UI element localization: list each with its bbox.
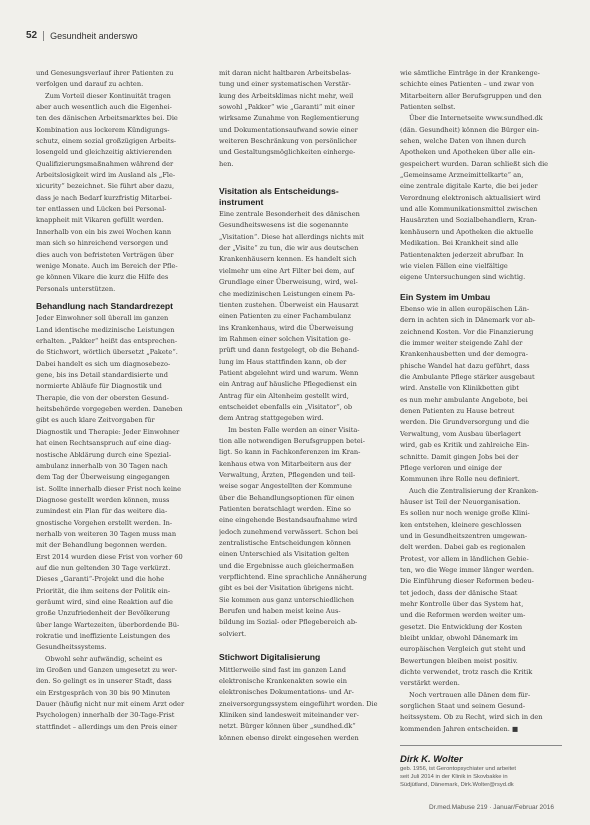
text-line: dern in achten sich in Dänemark vor ab- <box>400 316 535 325</box>
text-line: elektronisches Dokumentations- und Ar- <box>219 688 354 697</box>
text-line: Dabei handelt es sich um diagnosebezo- <box>36 359 171 368</box>
page-header <box>26 30 138 41</box>
text-line: Noch vertrauen alle Dänen dem für- <box>409 690 531 699</box>
text-line: rokratie und ineffiziente Leistungen des <box>36 632 171 640</box>
text-line: und alle Kommunikationsmittel zwischen <box>400 205 538 214</box>
text-line: ist. Sollte innerhalb dieser Frist noch keine <box>36 484 182 493</box>
text-line: bleibt unklar, obwohl Dänemark im <box>400 634 518 642</box>
text-line: ken entstehen, kleinere geschlossen <box>400 520 522 529</box>
text-line: „Gemeinsame Arzneimittelkarte“ an, <box>400 171 524 180</box>
text-line: Mitarbeitern aller Berufsgruppen und den <box>400 91 542 100</box>
text-line: Patientenakten jederzeit abrufbar. In <box>400 250 524 259</box>
heading-system-umbau: Ein System im Umbau <box>400 291 491 302</box>
text-line: über die Behandlungsoptionen für einen <box>219 493 355 502</box>
text-line: Auch die Zentralisierung der Kranken- <box>409 486 539 495</box>
text-line: einen Patienten zu einer Fachambulanz <box>219 312 352 321</box>
text-line: ge können Vikare die kurz die Hilfe des <box>36 273 169 282</box>
text-line: xicurity“ bezeichnet. Sie führt aber dazu, <box>36 182 175 191</box>
text-line: wie vielen Fällen eine vielfältige <box>400 261 508 270</box>
text-line: zumindest ein Plan für das weitere dia- <box>36 507 168 516</box>
text-line: schutz, einem sozial großzügigen Arbeits- <box>36 137 177 146</box>
text-line: Personals unterstützen. <box>36 284 116 293</box>
text-line: gibt es auch klare Zeitvorgaben für <box>36 416 155 425</box>
text-line: eine eingehende Bestandsaufnahme wird <box>219 516 358 525</box>
text-line: Patient abgelehnt wird und warum. Wenn <box>219 368 359 377</box>
text-line: nostische Abklärung durch eine Spezial- <box>36 450 172 459</box>
text-line: den. So gelingt es in unserer Stadt, dass <box>36 677 172 686</box>
section-title: Gesundheit anderswo <box>50 30 138 41</box>
col3-paragraph-5 <box>400 690 562 735</box>
text-line: dichte verwendet, trotz rasch die Kritik <box>400 668 533 677</box>
text-line: prüft und dann festgelegt, ob die Behand- <box>219 346 360 355</box>
text-line: Patienten beratschlagt werden. Eine so <box>219 505 351 514</box>
text-line: Verwaltung, vom Ausbau überlagert <box>400 429 521 438</box>
text-line: verfolgen und darauf zu achten. <box>36 80 144 89</box>
text-line: Es sollen nur noch wenige große Klini- <box>400 509 530 518</box>
text-line: Krankenhäusern kennen. Es handelt sich <box>219 255 357 264</box>
text-line: ten, wo die Wege immer länger werden. <box>400 565 534 574</box>
text-line: Diagnose gestellt werden können, muss <box>36 495 170 504</box>
text-line: geräumt wird, sind eine Reaktion auf die <box>36 597 173 606</box>
author-bio <box>400 765 562 789</box>
text-line: kenhaus etwa von Mitarbeitern aus der <box>219 459 352 468</box>
text-line: Verordnung elektronisch aktualisiert wird <box>400 193 541 202</box>
text-line: Erst 2014 wurden diese Frist von vorher 60 <box>36 552 183 561</box>
text-line: Dauer (häufig nicht nur mit einem Arzt oder <box>36 700 185 709</box>
text-line: kung des Arbeitsklimas nicht mehr, weil <box>219 91 354 100</box>
text-line: Patienten selbst. <box>400 103 456 112</box>
text-line: Verwaltung, Ärzten, Pflegenden und teil- <box>219 471 356 479</box>
text-line: zentralistische Entscheidungen können <box>219 539 351 548</box>
text-line: Im besten Falle werden an einer Visita- <box>228 425 360 434</box>
text-line: normierte Abläufe für Diagnostik und <box>36 382 162 391</box>
text-line: können ebenso direkt eingesehen werden <box>219 733 359 742</box>
text-line: Berufen und haben meist keine Aus- <box>219 607 341 616</box>
text-line: Priorität, die ihm seitens der Politik ein- <box>36 586 171 595</box>
author-bio-line: Südjütland, Dänemark, Dirk.Wolter@rsyd.dk <box>400 782 514 789</box>
text-line: vielmehr um eine Art Filter bei dem, auf <box>219 266 355 275</box>
text-line: dem Tag der Überweisung eingegangen <box>36 473 170 482</box>
text-line: aber auch wesentlich auch die Eigenhei- <box>36 103 172 112</box>
col1-paragraph-1 <box>36 68 198 91</box>
col2-paragraph-1 <box>219 68 381 170</box>
author-bio-line: seit Juli 2014 in der Klinik in Skovbakke in <box>400 774 508 781</box>
text-line: hen. <box>219 159 234 168</box>
text-line: weise sogar Angestellten der Kommune <box>219 482 352 491</box>
col3-paragraph-3 <box>400 304 562 486</box>
text-line: dass je nach Bedarf kurzfristig Mitarbei- <box>36 193 172 202</box>
text-line: mehr Kontrolle über das System hat, <box>400 599 524 608</box>
text-line: und die Ergebnisse auch gleichermaßen <box>219 561 354 570</box>
text-line: Protest, vor allem in ländlichen Gebie- <box>400 554 529 563</box>
text-line: Kommunen ihre Rolle neu definiert. <box>400 475 520 484</box>
text-line: europäischen Vergleich gut steht und <box>400 645 526 654</box>
text-line: Therapie, die von der obersten Gesund- <box>36 393 169 402</box>
heading-visitation-line-1: Visitation als Entscheidungs- <box>219 186 339 197</box>
text-line: denen Patienten zu Hause betreut <box>400 407 515 416</box>
col1-paragraph-2 <box>36 91 198 295</box>
text-line: gibt es bei der Visitation übrigens nicht. <box>219 584 354 593</box>
text-line: werden. Die Grundversorgung und die <box>400 418 530 427</box>
text-line: weiteren Beschränkung von persönlicher <box>219 137 357 146</box>
header-divider <box>43 31 44 41</box>
text-line: verstärkt werden. <box>400 679 460 688</box>
heading-visitation <box>219 186 381 207</box>
text-line: jedoch zunehmend verwässert. Schon bei <box>219 527 359 536</box>
text-line: ein Antrag auf häusliche Pflegedienst ein <box>219 380 357 389</box>
text-line: wird. Anstelle von Klinikbetten gibt <box>400 384 519 393</box>
page-number: 52 <box>26 30 38 41</box>
author-divider <box>400 745 562 746</box>
text-line: Sie kommen aus ganz unterschiedlichen <box>219 595 355 604</box>
text-line: wenige Monate. Auch im Bereich der Pfle- <box>36 261 178 270</box>
text-line: che medizinischen Leistungen einem Pa- <box>219 289 356 298</box>
text-line: hat einen Rechtsanspruch auf eine diag- <box>36 439 172 448</box>
text-line: elektronische Krankenakten sowie ein <box>219 677 347 685</box>
text-line: Innerhalb von ein bis zwei Wochen kann <box>36 227 172 236</box>
text-line: sowohl „Pakker“ wie „Garanti“ mit einer <box>219 103 355 112</box>
text-line: phische Wandel hat dazu geführt, dass <box>400 361 530 370</box>
text-line: nerhalb von weiteren 30 Tagen muss man <box>36 529 177 538</box>
text-line: ins Krankenhaus, wird die Überweisung <box>219 323 354 332</box>
text-line: Qualifizierungsmaßnahmen während der <box>36 159 174 168</box>
text-line: (dän. Gesundheit) können die Bürger ein- <box>400 125 540 134</box>
text-line: dies auch von befristeten Verträgen über <box>36 250 174 259</box>
text-line: mit der Behandlung begonnen werden. <box>36 541 168 550</box>
column-1 <box>36 68 198 733</box>
text-line: gnostische Vorgehen erstellt werden. In- <box>36 518 173 527</box>
text-line: Kliniken sind landesweit miteinander ver- <box>219 711 359 720</box>
text-line: sorglichen Staat und seinem Gesund- <box>400 702 526 711</box>
heading-behandlung: Behandlung nach Standardrezept <box>36 300 174 311</box>
text-line: tung und einer systematischen Verstär- <box>219 80 351 89</box>
text-line: kommenden Jahren entscheiden. ■ <box>400 724 519 733</box>
text-line: Antrag für ein Altenheim gestellt wird, <box>219 391 349 400</box>
text-line: der „Visite“ zu tun, die wir aus deutschen <box>219 244 359 253</box>
text-line: tet jedoch, dass der dänische Staat <box>400 588 518 597</box>
text-line: erhalten. „Pakker“ heißt das entsprechen- <box>36 337 178 346</box>
text-line: Krankenhausbetten und der demogra- <box>400 350 528 359</box>
text-line: Apotheken und Apotheken über alle ein- <box>400 148 536 157</box>
col1-paragraph-3 <box>36 313 198 653</box>
text-line: delt werden. Dabei gab es regionalen <box>400 543 526 552</box>
text-line: es nun mehr ambulante Angebote, bei <box>400 395 528 404</box>
text-line: Diagnostik und Therapie: Jeder Einwohner <box>36 427 180 436</box>
text-line: bildung im Sozial- oder Pflegebereich ab- <box>219 618 358 627</box>
col3-paragraph-2 <box>400 113 562 283</box>
text-line: de Stichwort, wörtlich übersetzt „Pakete“. <box>36 348 178 357</box>
text-line: man sich so hinreichend versorgen und <box>36 239 169 248</box>
text-line: gesetzt. Die Entwicklung der Kosten <box>400 622 523 631</box>
text-line: dem Antrag stattgegeben wird. <box>219 414 324 423</box>
text-line: gene, bis ins Detail standardisierte und <box>36 371 168 380</box>
text-line: heitsbehörde vorgegeben werden. Daneben <box>36 405 183 414</box>
text-line: gespeichert wurden. Daran schließt sich die <box>400 159 549 168</box>
text-line: entscheidet ebenfalls ein „Visitator“, ob <box>219 402 353 411</box>
author-name: Dirk K. Wolter <box>400 754 463 766</box>
text-line: tienten zustehen. Überweist ein Hausarzt <box>219 300 359 309</box>
text-line: lung im Haus stattfinden kann, ob der <box>219 357 347 366</box>
text-line: die immer weiter steigende Zahl der <box>400 339 523 348</box>
author-bio-line: geb. 1956, ist Gerontopsychiater und arbeitet <box>400 766 517 773</box>
text-line: Gesundheitssystems. <box>36 643 107 652</box>
text-line: knappheit mit Vikaren gefüllt werden. <box>36 216 164 225</box>
text-line: Über die Internetseite www.sundhed.dk <box>409 114 543 123</box>
text-line: zeichnend Kosten. Vor die Finanzierung <box>400 327 534 336</box>
text-line: Eine zentrale Besonderheit des dänischen <box>219 210 360 219</box>
text-line: wird, gab es Kritik und zahlreiche Ein- <box>400 441 530 450</box>
text-line: ambulanz innerhalb von 30 Tagen nach <box>36 461 168 470</box>
text-line: Mittlerweile sind fast im ganzen Land <box>219 665 346 674</box>
text-line: heitssystem. Ob zu Recht, wird sich in den <box>400 713 543 722</box>
col3-paragraph-4 <box>400 486 562 690</box>
text-line: wirksame Zunahme von Reglementierung <box>219 114 360 123</box>
text-line: zneiversorgungssystem eingeführt worden. Die <box>219 699 378 708</box>
text-line: große Unzufriedenheit der Bevölkerung <box>36 609 170 618</box>
text-line: Hausärzten und Sozialbehandlern, Kran- <box>400 216 537 225</box>
text-line: mit daran nicht haltbaren Arbeitsbelas- <box>219 69 352 77</box>
text-line: im Großen und Ganzen umgesetzt zu wer- <box>36 666 177 675</box>
column-2 <box>219 68 381 744</box>
text-line: ligt. So kann in Fachkonferenzen im Kran- <box>219 448 361 457</box>
text-line: sehen, welche Daten von ihnen durch <box>400 137 527 146</box>
text-line: die Ambulante Pflege stärker ausgebaut <box>400 373 535 382</box>
text-line: netzt. Bürger können über „sundhed.dk“ <box>219 722 356 731</box>
text-line: über lange Wartezeiten, überbordende Bü- <box>36 620 180 629</box>
text-line: im Rahmen einer solchen Visitation ge- <box>219 334 351 343</box>
text-line: ter entlassen und Lücken bei Personal- <box>36 205 167 214</box>
text-line: Psychologen) innerhalb der 30-Tage-Frist <box>36 711 175 720</box>
text-line: eine zentrale digitale Karte, die bei jeder <box>400 182 538 191</box>
text-line: häuser ist Teil der Neuorganisation. <box>400 497 521 506</box>
text-line: wie sämtliche Einträge in der Krankenge- <box>400 69 540 77</box>
text-line: kenhäusern und Apotheken die aktuelle <box>400 227 534 236</box>
text-line: Dieses „Garanti“-Projekt und die hohe <box>36 575 165 584</box>
text-line: Ebenso wie in allen europäischen Län- <box>400 305 530 314</box>
text-line: schnitte. Damit gingen Jobs bei der <box>400 452 519 461</box>
text-line: „Visitation“. Diese hat allerdings nichts mit <box>219 232 364 241</box>
text-line: Grundlage einer Überweisung, wird, wel- <box>219 278 358 287</box>
text-line: einen Unterschied als Visitation gelten <box>219 550 350 559</box>
text-line: Bewertungen bleiben meist positiv. <box>400 656 518 665</box>
text-line: Pflege verloren und einige der <box>400 463 502 472</box>
text-line: verpflichtend. Eine sprachliche Annäherung <box>219 573 367 582</box>
text-line: stattfindet – allerdings um den Preis einer <box>36 722 178 731</box>
text-line: losengeld und gleichzeitig aktivierenden <box>36 148 172 157</box>
text-line: Arbeitslosigkeit wird im Ausland als „Fle- <box>36 171 176 180</box>
col2-paragraph-3 <box>219 425 381 641</box>
text-line: und Dokumentationsaufwand sowie einer <box>219 125 358 134</box>
col3-paragraph-1 <box>400 68 562 113</box>
text-line: und Genesungsverlauf ihrer Patienten zu <box>36 69 174 77</box>
text-line: Kombination aus lockerem Kündigungs- <box>36 125 170 134</box>
text-line: auf die nun geltenden 30 Tage verkürzt. <box>36 563 171 572</box>
page-footer: Dr.med.Mabuse 219 · Januar/Februar 2016 <box>428 804 554 811</box>
text-line: und die Reformen werden weiter um- <box>400 611 526 620</box>
text-line: ein Erstgespräch von 30 bis 90 Minuten <box>36 688 171 697</box>
text-line: schichte eines Patienten – und zwar von <box>400 80 534 89</box>
text-line: Die Einführung dieser Reformen bedeu- <box>400 577 534 586</box>
text-line: und Gestaltungsmöglichkeiten einherge- <box>219 148 356 157</box>
col2-paragraph-4 <box>219 665 381 744</box>
text-line: solviert. <box>219 629 247 638</box>
text-line: Obwohl sehr aufwändig, scheint es <box>45 654 163 663</box>
column-3 <box>400 68 562 789</box>
text-line: ten des dänischen Arbeitsmarktes bei. Die <box>36 114 178 123</box>
text-line: Jeder Einwohner soll überall im ganzen <box>36 314 169 323</box>
heading-digitalisierung: Stichwort Digitalisierung <box>219 652 321 663</box>
col2-paragraph-2 <box>219 209 381 425</box>
text-line: Land identische medizinische Leistungen <box>36 325 175 334</box>
text-line: Gesundheitswesens ist die sogenannte <box>219 221 349 230</box>
text-line: Medikation. Bei Krankheit sind alle <box>400 239 519 248</box>
text-line: Zum Vorteil dieser Kontinuität tragen <box>45 91 171 100</box>
col1-paragraph-4 <box>36 654 198 733</box>
text-line: tion alle notwendigen Berufsgruppen betei- <box>219 436 365 445</box>
heading-visitation-line-2: instrument <box>219 196 264 207</box>
text-line: eigene Untersuchungen sind wichtig. <box>400 273 526 282</box>
text-line: und in Gesundheitszentren umgewan- <box>400 531 528 540</box>
